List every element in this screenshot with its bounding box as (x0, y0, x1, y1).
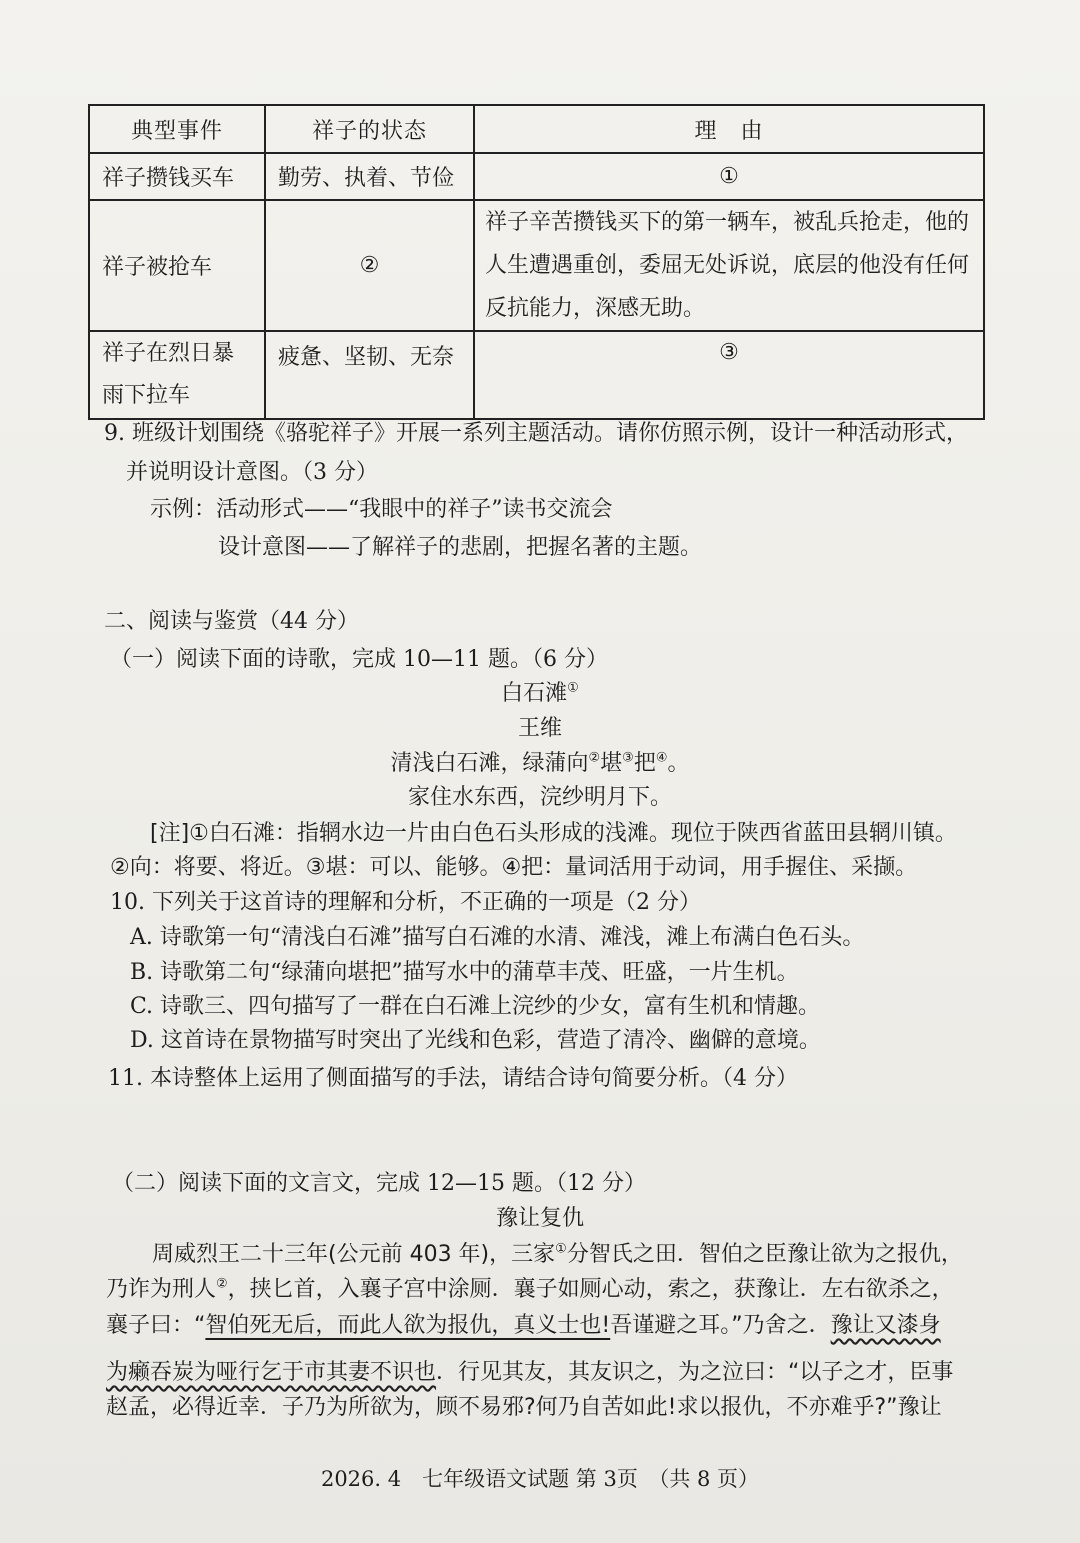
classical-text: 乃诈为刑人 (106, 1277, 217, 1302)
classical-line-4 (106, 1355, 953, 1386)
classical-text: 襄子曰：“ (106, 1313, 206, 1338)
table-row (89, 153, 984, 200)
poem-line-1 (0, 746, 1080, 777)
events-table (88, 104, 985, 420)
note-ref: ① (555, 1241, 567, 1257)
classical-title: 豫让复仇 (495, 1206, 584, 1231)
wavy-underlined-sentence: 为癞吞炭为哑行乞于市其妻不识也 (106, 1360, 437, 1385)
part-1-heading: （一）阅读下面的诗歌，完成 10—11 题。（6 分） (110, 647, 608, 672)
cell-reason: ① (474, 153, 984, 200)
table-row (89, 331, 984, 419)
cell-state: 勤劳、执着、节俭 (265, 153, 474, 200)
classical-text: 分智氏之田．智伯之臣豫让欲为之报仇， (566, 1242, 963, 1267)
question-10-stem: 10. 下列关于这首诗的理解和分析，不正确的一项是（2 分） (110, 890, 701, 915)
poem-title-text: 白石滩 (501, 681, 568, 706)
poem-note-2: ②向：将要、将近。③堪：可以、能够。④把：量词活用于动词，用手握住、采撷。 (110, 855, 918, 880)
poem-text: 清浅白石滩，绿蒲向 (390, 751, 589, 776)
classical-text: 周威烈王二十三年(公元前 403 年)，三家 (152, 1242, 556, 1267)
header-reason: 理 由 (474, 105, 984, 153)
cell-reason: ③ (474, 331, 984, 419)
question-10-option-b: B. 诗歌第二句“绿蒲向堪把”描写水中的蒲草丰茂、旺盛，一片生机。 (130, 960, 799, 985)
classical-line-1 (152, 1237, 963, 1268)
poem-author: 王维 (517, 716, 562, 741)
question-9-example-form: 示例：活动形式——“我眼中的祥子”读书交流会 (150, 497, 613, 522)
poem-line-2: 家住水东西，浣纱明月下。 (407, 785, 672, 810)
classical-line-5: 赵孟，必得近幸．子乃为所欲为，顾不易邪?何乃自苦如此!求以报仇，不亦难乎?”豫让 (106, 1395, 942, 1420)
question-10-option-a: A. 诗歌第一句“清浅白石滩”描写白石滩的水清、滩浅，滩上布满白色石头。 (130, 925, 865, 950)
question-11-stem: 11. 本诗整体上运用了侧面描写的手法，请结合诗句简要分析。（4 分） (108, 1066, 798, 1091)
underlined-sentence: 智伯死无后，而此人欲为报仇，真义士也! (205, 1313, 611, 1338)
cell-state: 疲惫、坚韧、无奈 (265, 331, 474, 419)
poem-text: 。 (667, 751, 690, 776)
poem-title-note: ① (567, 680, 579, 696)
cell-event: 祥子被抢车 (89, 200, 265, 331)
cell-event: 祥子在烈日暴雨下拉车 (89, 331, 265, 419)
note-ref: ② (588, 750, 601, 766)
poem-text: 把 (633, 751, 656, 776)
classical-line-2 (106, 1272, 954, 1303)
cell-event: 祥子攒钱买车 (89, 153, 265, 200)
wavy-underlined-sentence: 豫让又漆身 (830, 1313, 941, 1338)
classical-text: 吾谨避之耳。”乃舍之． (610, 1313, 831, 1338)
header-event: 典型事件 (89, 105, 265, 153)
note-ref: ② (216, 1276, 228, 1292)
classical-text: ．行见其友，其友识之，为之泣曰：“以子之才，臣事 (436, 1360, 954, 1385)
poem-note-1: [注]①白石滩：指辋水边一片由白色石头形成的浅滩。现位于陕西省蓝田县辋川镇。 (150, 821, 957, 846)
question-10-option-d: D. 这首诗在景物描写时突出了光线和色彩，营造了清冷、幽僻的意境。 (130, 1028, 821, 1053)
note-ref: ④ (655, 750, 668, 766)
cell-reason: 祥子辛苦攒钱买下的第一辆车，被乱兵抢走，他的人生遭遇重创，委屈无处诉说，底层的他没有任何反抗能力，深感无助。 (474, 200, 984, 331)
question-9-stem-cont: 并说明设计意图。（3 分） (126, 460, 378, 485)
classical-line-3 (106, 1308, 941, 1339)
question-9-stem: 9. 班级计划围绕《骆驼祥子》开展一系列主题活动。请你仿照示例，设计一种活动形式， (104, 421, 968, 446)
part-2-heading: （二）阅读下面的文言文，完成 12—15 题。（12 分） (112, 1171, 646, 1196)
question-10-option-c: C. 诗歌三、四句描写了一群在白石滩上浣纱的少女，富有生机和情趣。 (130, 994, 821, 1019)
table-header-row (89, 105, 984, 153)
page-footer: 2026. 4 七年级语文试题 第 3页 （共 8 页） (320, 1467, 760, 1491)
classical-text: ，挟匕首，入襄子宫中涂厕．襄子如厕心动，索之，获豫让．左右欲杀之， (227, 1277, 954, 1302)
question-9-example-intent: 设计意图——了解祥子的悲剧，把握名著的主题。 (218, 535, 703, 560)
section-2-title: 二、阅读与鉴赏（44 分） (104, 609, 359, 634)
poem-text: 堪 (600, 751, 623, 776)
table-row (89, 200, 984, 331)
cell-state: ② (265, 200, 474, 331)
note-ref: ③ (622, 750, 634, 766)
poem-title (0, 676, 1080, 707)
header-state: 祥子的状态 (265, 105, 474, 153)
